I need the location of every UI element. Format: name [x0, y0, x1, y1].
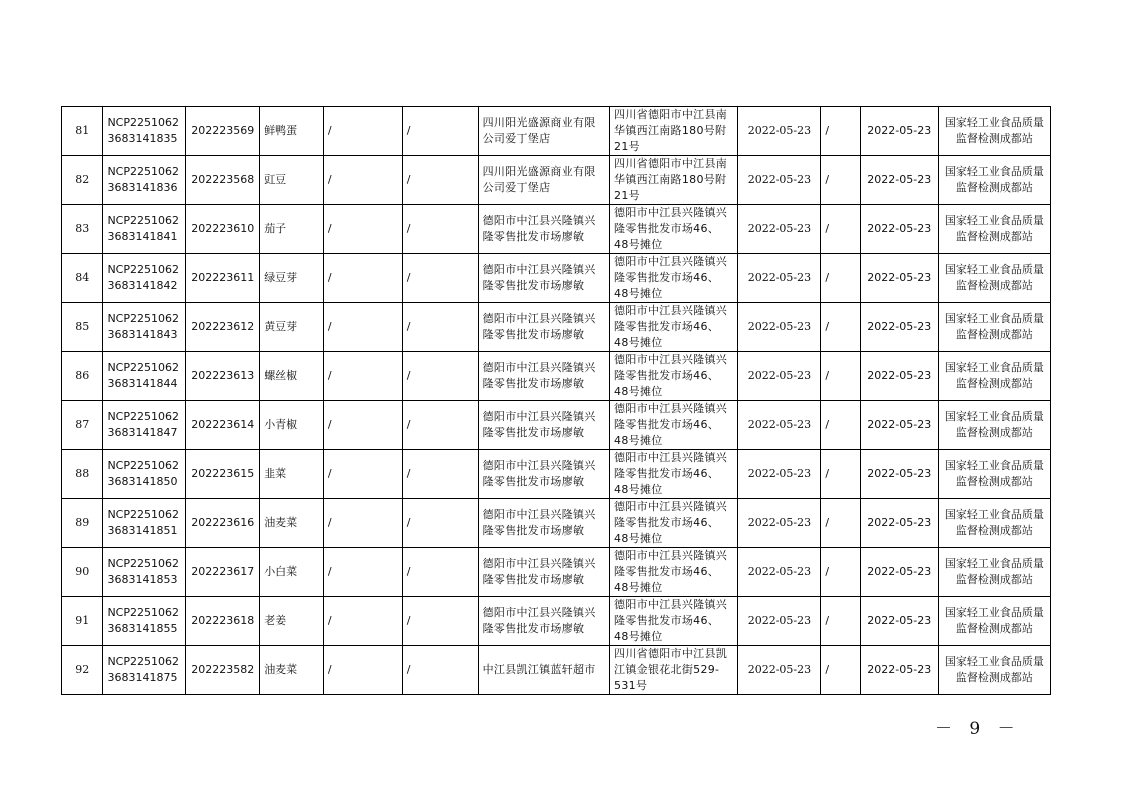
sampling-date: 2022-05-23: [738, 401, 821, 450]
sample-code: NCP2251062 3683141850: [103, 450, 186, 499]
batch-cell: /: [821, 548, 860, 597]
batch-cell: /: [821, 352, 860, 401]
brand-cell: /: [323, 352, 402, 401]
batch-cell: /: [821, 499, 860, 548]
row-number: 85: [62, 303, 103, 352]
seller-name: 中江县凯江镇蓝轩超市: [478, 646, 609, 695]
sample-code: NCP2251062 3683141855: [103, 597, 186, 646]
production-date: 2022-05-23: [860, 548, 938, 597]
production-date: 2022-05-23: [860, 107, 938, 156]
brand-cell: /: [323, 499, 402, 548]
spec-cell: /: [402, 156, 478, 205]
sample-name: 油麦菜: [260, 499, 324, 548]
report-id: 202223617: [186, 548, 260, 597]
spec-cell: /: [402, 401, 478, 450]
sample-code: NCP2251062 3683141842: [103, 254, 186, 303]
seller-name: 德阳市中江县兴隆镇兴隆零售批发市场廖敏: [478, 352, 609, 401]
production-date: 2022-05-23: [860, 303, 938, 352]
testing-org: 国家轻工业食品质量监督检测成都站: [938, 254, 1050, 303]
report-id: 202223614: [186, 401, 260, 450]
sampling-date: 2022-05-23: [738, 548, 821, 597]
production-date: 2022-05-23: [860, 254, 938, 303]
sampling-date: 2022-05-23: [738, 303, 821, 352]
batch-cell: /: [821, 401, 860, 450]
brand-cell: /: [323, 597, 402, 646]
report-id: 202223568: [186, 156, 260, 205]
brand-cell: /: [323, 401, 402, 450]
table-row: [62, 352, 1051, 401]
batch-cell: /: [821, 646, 860, 695]
seller-address: 德阳市中江县兴隆镇兴隆零售批发市场46、48号摊位: [610, 205, 738, 254]
sample-code: NCP2251062 3683141875: [103, 646, 186, 695]
inspection-results-table: [61, 106, 1051, 695]
sample-name: 黄豆芽: [260, 303, 324, 352]
seller-name: 德阳市中江县兴隆镇兴隆零售批发市场廖敏: [478, 450, 609, 499]
seller-address: 德阳市中江县兴隆镇兴隆零售批发市场46、48号摊位: [610, 450, 738, 499]
batch-cell: /: [821, 597, 860, 646]
sample-name: 老姜: [260, 597, 324, 646]
sample-code: NCP2251062 3683141835: [103, 107, 186, 156]
sampling-date: 2022-05-23: [738, 450, 821, 499]
sampling-date: 2022-05-23: [738, 254, 821, 303]
row-number: 81: [62, 107, 103, 156]
brand-cell: /: [323, 303, 402, 352]
brand-cell: /: [323, 205, 402, 254]
spec-cell: /: [402, 107, 478, 156]
report-id: 202223612: [186, 303, 260, 352]
table-body: [62, 107, 1051, 695]
sampling-date: 2022-05-23: [738, 646, 821, 695]
seller-name: 德阳市中江县兴隆镇兴隆零售批发市场廖敏: [478, 548, 609, 597]
table-row: [62, 303, 1051, 352]
batch-cell: /: [821, 254, 860, 303]
spec-cell: /: [402, 548, 478, 597]
testing-org: 国家轻工业食品质量监督检测成都站: [938, 646, 1050, 695]
table-row: [62, 156, 1051, 205]
sample-name: 小青椒: [260, 401, 324, 450]
table-row: [62, 254, 1051, 303]
report-id: 202223613: [186, 352, 260, 401]
row-number: 83: [62, 205, 103, 254]
testing-org: 国家轻工业食品质量监督检测成都站: [938, 205, 1050, 254]
report-id: 202223569: [186, 107, 260, 156]
brand-cell: /: [323, 548, 402, 597]
production-date: 2022-05-23: [860, 450, 938, 499]
seller-name: 德阳市中江县兴隆镇兴隆零售批发市场廖敏: [478, 401, 609, 450]
table-row: [62, 450, 1051, 499]
testing-org: 国家轻工业食品质量监督检测成都站: [938, 597, 1050, 646]
sample-name: 油麦菜: [260, 646, 324, 695]
report-id: 202223616: [186, 499, 260, 548]
production-date: 2022-05-23: [860, 646, 938, 695]
sample-name: 茄子: [260, 205, 324, 254]
testing-org: 国家轻工业食品质量监督检测成都站: [938, 352, 1050, 401]
sample-code: NCP2251062 3683141836: [103, 156, 186, 205]
batch-cell: /: [821, 205, 860, 254]
spec-cell: /: [402, 450, 478, 499]
seller-name: 德阳市中江县兴隆镇兴隆零售批发市场廖敏: [478, 597, 609, 646]
testing-org: 国家轻工业食品质量监督检测成都站: [938, 107, 1050, 156]
sample-name: 绿豆芽: [260, 254, 324, 303]
row-number: 89: [62, 499, 103, 548]
sample-name: 韭菜: [260, 450, 324, 499]
testing-org: 国家轻工业食品质量监督检测成都站: [938, 450, 1050, 499]
spec-cell: /: [402, 303, 478, 352]
row-number: 91: [62, 597, 103, 646]
brand-cell: /: [323, 450, 402, 499]
batch-cell: /: [821, 303, 860, 352]
testing-org: 国家轻工业食品质量监督检测成都站: [938, 499, 1050, 548]
spec-cell: /: [402, 646, 478, 695]
brand-cell: /: [323, 254, 402, 303]
row-number: 82: [62, 156, 103, 205]
production-date: 2022-05-23: [860, 401, 938, 450]
sampling-date: 2022-05-23: [738, 156, 821, 205]
seller-address: 四川省德阳市中江县凯江镇金银花北街529-531号: [610, 646, 738, 695]
report-id: 202223582: [186, 646, 260, 695]
table-row: [62, 107, 1051, 156]
page-number: － 9 －: [935, 719, 1021, 739]
seller-name: 四川阳光盛源商业有限公司爱丁堡店: [478, 156, 609, 205]
testing-org: 国家轻工业食品质量监督检测成都站: [938, 303, 1050, 352]
seller-address: 德阳市中江县兴隆镇兴隆零售批发市场46、48号摊位: [610, 401, 738, 450]
batch-cell: /: [821, 156, 860, 205]
sample-code: NCP2251062 3683141841: [103, 205, 186, 254]
sampling-date: 2022-05-23: [738, 597, 821, 646]
row-number: 88: [62, 450, 103, 499]
table-row: [62, 401, 1051, 450]
seller-address: 德阳市中江县兴隆镇兴隆零售批发市场46、48号摊位: [610, 303, 738, 352]
seller-address: 德阳市中江县兴隆镇兴隆零售批发市场46、48号摊位: [610, 597, 738, 646]
table-row: [62, 499, 1051, 548]
spec-cell: /: [402, 352, 478, 401]
row-number: 90: [62, 548, 103, 597]
seller-name: 德阳市中江县兴隆镇兴隆零售批发市场廖敏: [478, 254, 609, 303]
sample-code: NCP2251062 3683141843: [103, 303, 186, 352]
brand-cell: /: [323, 107, 402, 156]
sample-code: NCP2251062 3683141847: [103, 401, 186, 450]
batch-cell: /: [821, 107, 860, 156]
row-number: 92: [62, 646, 103, 695]
table-row: [62, 597, 1051, 646]
report-id: 202223611: [186, 254, 260, 303]
table-row: [62, 548, 1051, 597]
brand-cell: /: [323, 646, 402, 695]
seller-address: 德阳市中江县兴隆镇兴隆零售批发市场46、48号摊位: [610, 548, 738, 597]
production-date: 2022-05-23: [860, 499, 938, 548]
report-id: 202223610: [186, 205, 260, 254]
sampling-date: 2022-05-23: [738, 499, 821, 548]
sample-name: 鲜鸭蛋: [260, 107, 324, 156]
brand-cell: /: [323, 156, 402, 205]
seller-name: 德阳市中江县兴隆镇兴隆零售批发市场廖敏: [478, 499, 609, 548]
table-row: [62, 646, 1051, 695]
spec-cell: /: [402, 205, 478, 254]
row-number: 87: [62, 401, 103, 450]
sampling-date: 2022-05-23: [738, 205, 821, 254]
sample-name: 螺丝椒: [260, 352, 324, 401]
batch-cell: /: [821, 450, 860, 499]
production-date: 2022-05-23: [860, 205, 938, 254]
sample-code: NCP2251062 3683141851: [103, 499, 186, 548]
seller-address: 四川省德阳市中江县南华镇西江南路180号附21号: [610, 156, 738, 205]
seller-name: 四川阳光盛源商业有限公司爱丁堡店: [478, 107, 609, 156]
sample-code: NCP2251062 3683141853: [103, 548, 186, 597]
seller-address: 德阳市中江县兴隆镇兴隆零售批发市场46、48号摊位: [610, 352, 738, 401]
testing-org: 国家轻工业食品质量监督检测成都站: [938, 156, 1050, 205]
sampling-date: 2022-05-23: [738, 352, 821, 401]
seller-address: 四川省德阳市中江县南华镇西江南路180号附21号: [610, 107, 738, 156]
testing-org: 国家轻工业食品质量监督检测成都站: [938, 548, 1050, 597]
spec-cell: /: [402, 254, 478, 303]
spec-cell: /: [402, 597, 478, 646]
seller-name: 德阳市中江县兴隆镇兴隆零售批发市场廖敏: [478, 205, 609, 254]
sampling-date: 2022-05-23: [738, 107, 821, 156]
sample-name: 豇豆: [260, 156, 324, 205]
testing-org: 国家轻工业食品质量监督检测成都站: [938, 401, 1050, 450]
production-date: 2022-05-23: [860, 352, 938, 401]
sample-code: NCP2251062 3683141844: [103, 352, 186, 401]
seller-address: 德阳市中江县兴隆镇兴隆零售批发市场46、48号摊位: [610, 499, 738, 548]
production-date: 2022-05-23: [860, 156, 938, 205]
sample-name: 小白菜: [260, 548, 324, 597]
seller-name: 德阳市中江县兴隆镇兴隆零售批发市场廖敏: [478, 303, 609, 352]
seller-address: 德阳市中江县兴隆镇兴隆零售批发市场46、48号摊位: [610, 254, 738, 303]
report-id: 202223615: [186, 450, 260, 499]
row-number: 86: [62, 352, 103, 401]
row-number: 84: [62, 254, 103, 303]
production-date: 2022-05-23: [860, 597, 938, 646]
spec-cell: /: [402, 499, 478, 548]
report-id: 202223618: [186, 597, 260, 646]
table-row: [62, 205, 1051, 254]
